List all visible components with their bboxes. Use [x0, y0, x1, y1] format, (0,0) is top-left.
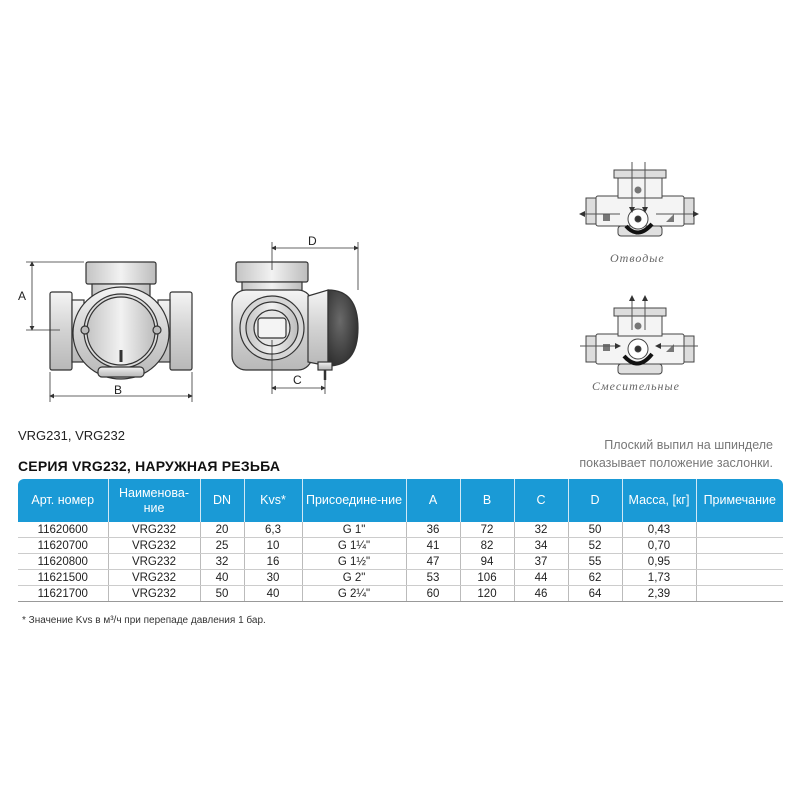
spindle-note: [513, 436, 773, 472]
cell-kvs: 40: [244, 586, 302, 602]
cell-mass: 0,43: [622, 522, 696, 538]
table-row: [18, 554, 783, 570]
cell-c: 37: [514, 554, 568, 570]
cell-c: 32: [514, 522, 568, 538]
header-art: Арт. номер: [18, 479, 108, 522]
cell-a: 53: [406, 570, 460, 586]
cell-a: 47: [406, 554, 460, 570]
cell-kvs: 30: [244, 570, 302, 586]
cell-mass: 2,39: [622, 586, 696, 602]
cell-conn: G 1¼": [302, 538, 406, 554]
cell-d: 55: [568, 554, 622, 570]
header-kvs: Kvs*: [244, 479, 302, 522]
cell-remark: [696, 554, 783, 570]
header-dn: DN: [200, 479, 244, 522]
header-conn: Присоедине-ние: [302, 479, 406, 522]
cell-art: 11620800: [18, 554, 108, 570]
dim-b-label: B: [114, 383, 123, 397]
cell-mass: 0,95: [622, 554, 696, 570]
kvs-footnote: * Значение Kvs в м³/ч при перепаде давления 1 бар.: [22, 615, 266, 626]
header-d: D: [568, 479, 622, 522]
cell-dn: 25: [200, 538, 244, 554]
cell-name: VRG232: [108, 586, 200, 602]
cell-dn: 32: [200, 554, 244, 570]
header-a: A: [406, 479, 460, 522]
header-mass: Масса, [кг]: [622, 479, 696, 522]
series-title: СЕРИЯ VRG232, НАРУЖНАЯ РЕЗЬБА: [18, 458, 281, 474]
cell-kvs: 6,3: [244, 522, 302, 538]
flow-scheme-mixing: [580, 296, 698, 374]
dim-d-label: D: [308, 234, 317, 248]
cell-a: 60: [406, 586, 460, 602]
cell-d: 62: [568, 570, 622, 586]
note-line-1: Плоский выпил на шпинделе: [604, 438, 773, 452]
table-row: [18, 586, 783, 602]
table-row: [18, 570, 783, 586]
cell-remark: [696, 586, 783, 602]
cell-b: 94: [460, 554, 514, 570]
cell-art: 11620600: [18, 522, 108, 538]
cell-conn: G 2¼": [302, 586, 406, 602]
header-c: C: [514, 479, 568, 522]
cell-remark: [696, 538, 783, 554]
mix-scheme-caption: Смесительные: [592, 379, 680, 393]
flow-scheme-split: [580, 162, 698, 236]
cell-kvs: 16: [244, 554, 302, 570]
cell-dn: 40: [200, 570, 244, 586]
models-label: VRG231, VRG232: [18, 428, 125, 443]
cell-a: 36: [406, 522, 460, 538]
cell-art: 11621500: [18, 570, 108, 586]
cell-name: VRG232: [108, 522, 200, 538]
cell-name: VRG232: [108, 538, 200, 554]
header-b: B: [460, 479, 514, 522]
cell-d: 50: [568, 522, 622, 538]
cell-dn: 50: [200, 586, 244, 602]
cell-c: 44: [514, 570, 568, 586]
cell-b: 120: [460, 586, 514, 602]
cell-d: 64: [568, 586, 622, 602]
table-row: [18, 522, 783, 538]
cell-art: 11621700: [18, 586, 108, 602]
cell-name: VRG232: [108, 570, 200, 586]
cell-b: 82: [460, 538, 514, 554]
dim-c-label: C: [293, 373, 302, 387]
cell-a: 41: [406, 538, 460, 554]
split-scheme-caption: Отводые: [610, 251, 665, 265]
cell-art: 11620700: [18, 538, 108, 554]
header-remark: Примечание: [696, 479, 783, 522]
cell-b: 72: [460, 522, 514, 538]
cell-conn: G 2": [302, 570, 406, 586]
cell-b: 106: [460, 570, 514, 586]
valve-front-view: [50, 262, 192, 379]
cell-d: 52: [568, 538, 622, 554]
cell-remark: [696, 570, 783, 586]
cell-name: VRG232: [108, 554, 200, 570]
valve-side-view: [232, 262, 358, 380]
dim-a-label: A: [18, 289, 27, 303]
cell-conn: G 1": [302, 522, 406, 538]
cell-kvs: 10: [244, 538, 302, 554]
cell-mass: 0,70: [622, 538, 696, 554]
note-line-2: показывает положение заслонки.: [579, 456, 773, 470]
cell-remark: [696, 522, 783, 538]
table-row: [18, 538, 783, 554]
cell-dn: 20: [200, 522, 244, 538]
cell-mass: 1,73: [622, 570, 696, 586]
header-name: Наименова-ние: [108, 479, 200, 522]
cell-c: 46: [514, 586, 568, 602]
cell-conn: G 1½": [302, 554, 406, 570]
cell-c: 34: [514, 538, 568, 554]
table-header-row: [18, 479, 783, 522]
spec-table: [18, 479, 783, 602]
